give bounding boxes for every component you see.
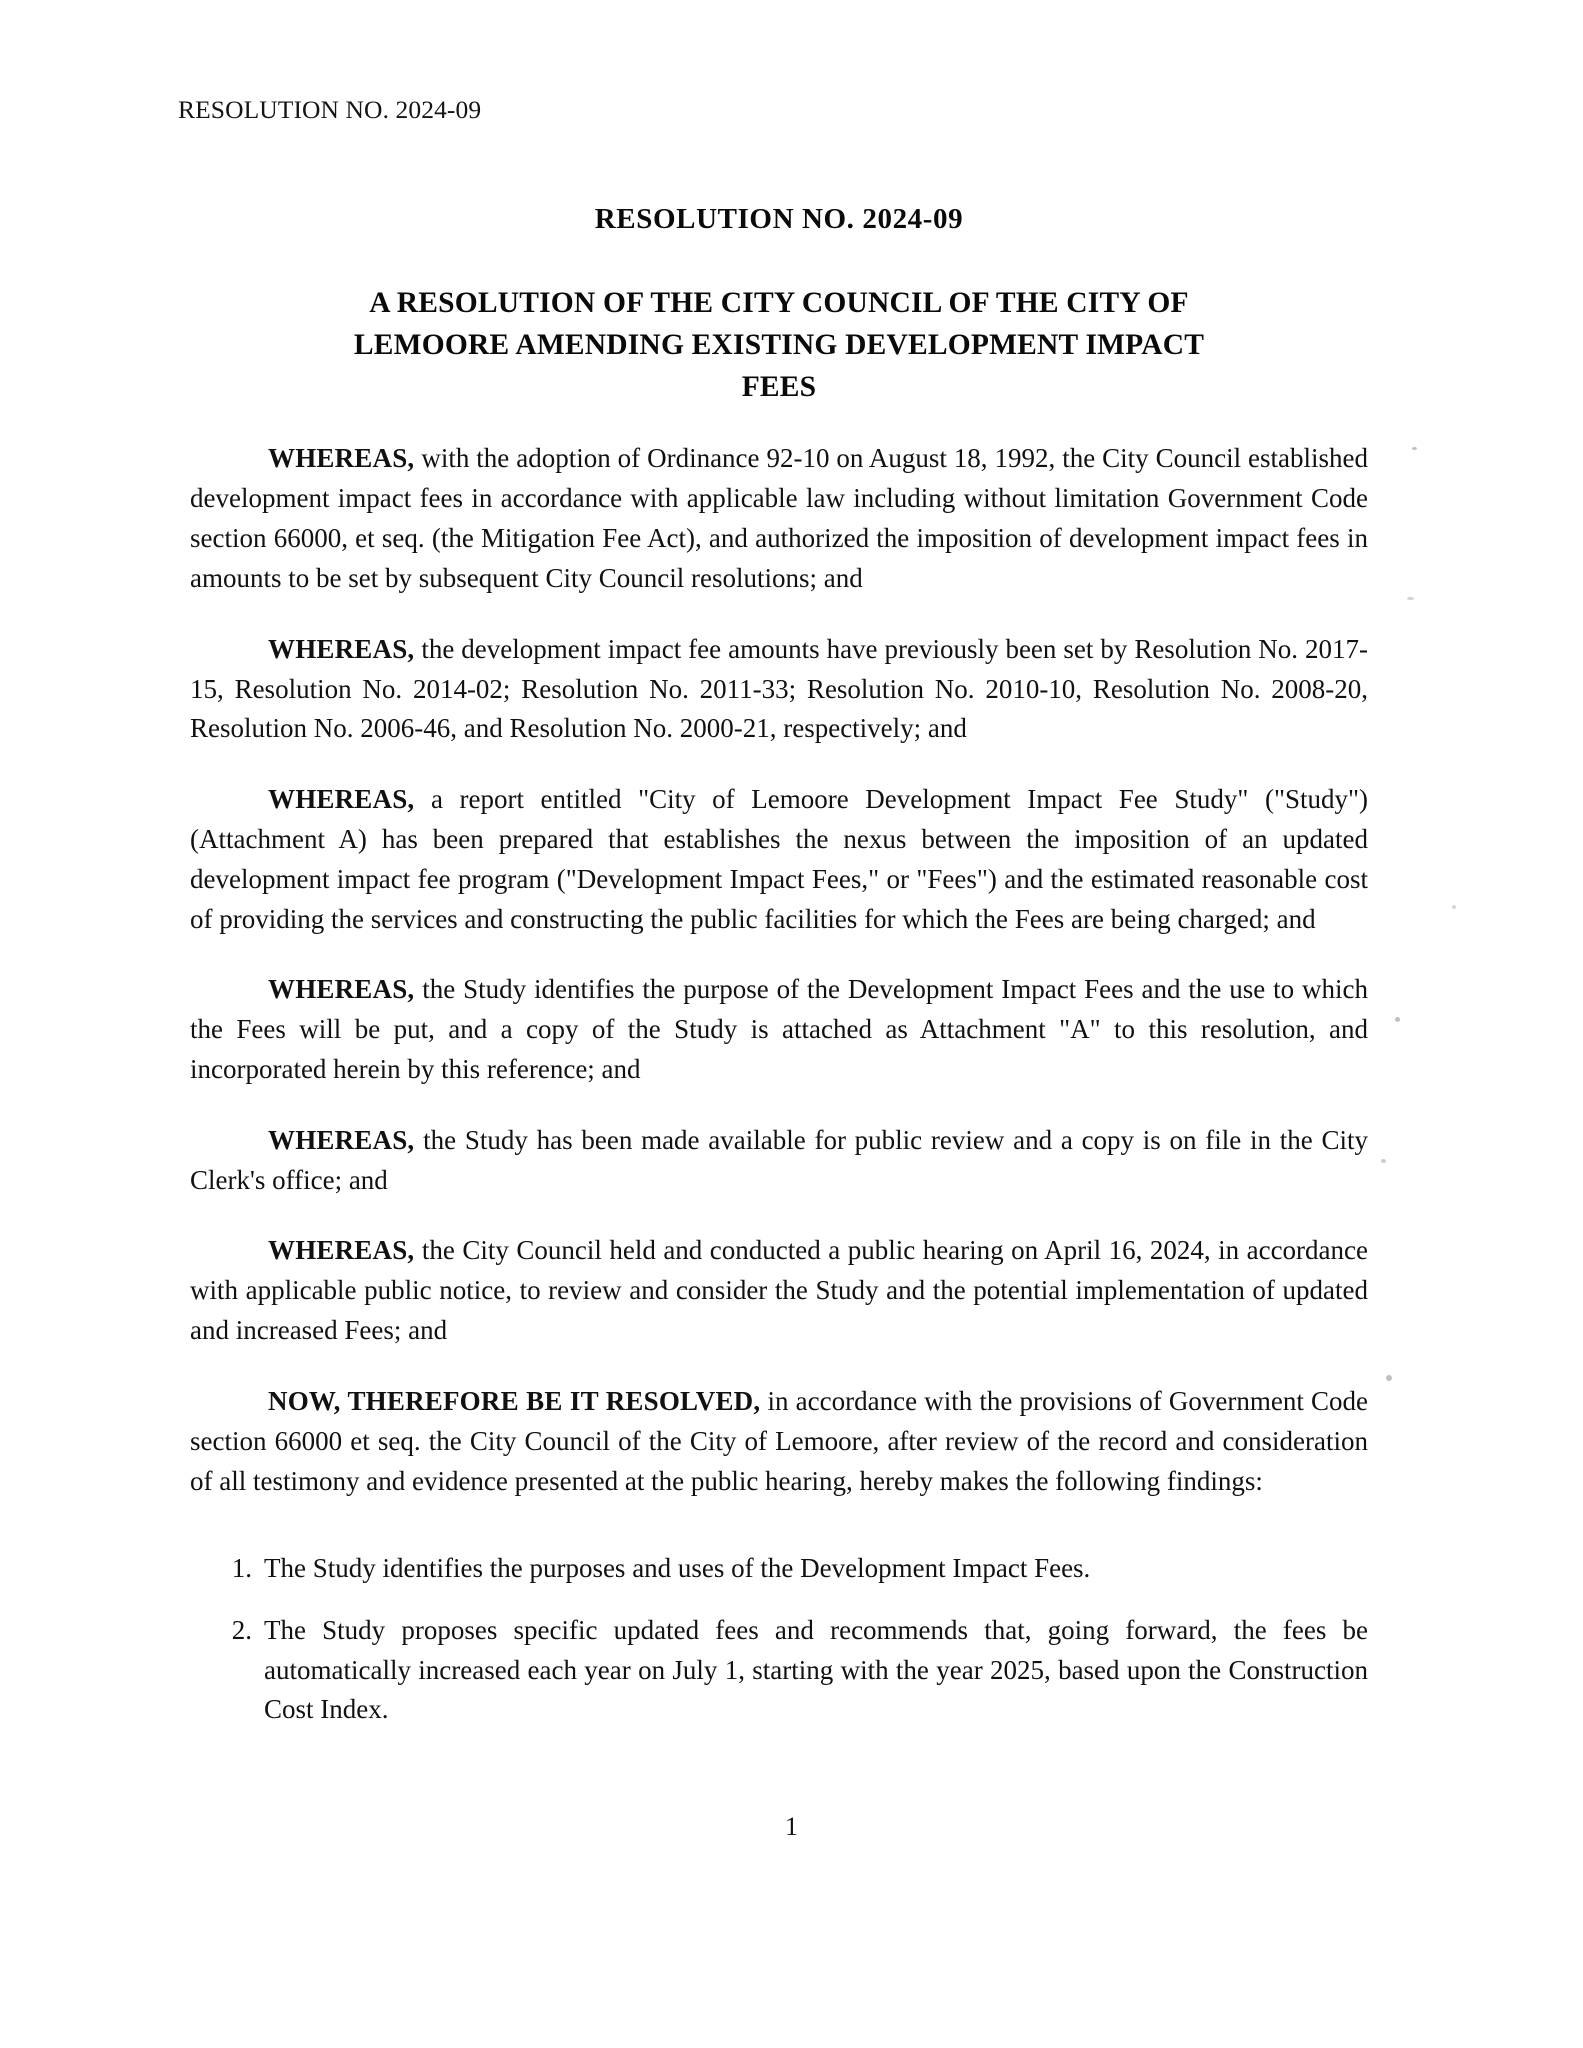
whereas-lead: WHEREAS, [268,1124,415,1155]
list-item-number: 2. [231,1615,252,1646]
scan-speckle [1386,1375,1392,1381]
resolved-lead: NOW, THEREFORE BE IT RESOLVED, [268,1385,761,1416]
title-block [190,200,1368,408]
running-header: RESOLUTION NO. 2024-09 [178,95,482,124]
whereas-text: a report entitled "City of Lemoore Development Impact Fee Study" ("Study") (Attachment A) has been prepared that establishes the nexus between the imposition of an updated development impact fee program ("Development Impact Fees," or "Fees") and the estimated reasonable cost of providing the services and constructing the public facilities for which the Fees are being charged; and [190,784,1368,934]
whereas-text: the development impact fee amounts have previously been set by Resolution No. 2017-15, Resolution No. 2014-02; Resolution No. 2011-33; Resolution No. 2010-10, Resolution No. 2008-20, Resolution No. 2006-46, and Resolution No. 2000-21, respectively; and [190,633,1368,744]
whereas-text: with the adoption of Ordinance 92-10 on August 18, 1992, the City Council established development impact fees in accordance with applicable law including without limitation Government Code section 66000, et seq. (the Mitigation Fee Act), and authorized the imposition of development impact fees in amounts to be set by subsequent City Council resolutions; and [190,443,1368,593]
whereas-paragraph-4 [190,939,1368,1089]
title-line-3: FEES [741,370,817,403]
scan-speckle [1381,1159,1386,1163]
list-item-text: The Study proposes specific updated fees and recommends that, going forward, the fees be automatically increased each year on July 1, starting with the year 2025, based upon the Construction Cost Index. [264,1615,1368,1725]
list-item-text: The Study identifies the purposes and uses of the Development Impact Fees. [264,1553,1091,1584]
whereas-paragraph-5 [190,1090,1368,1201]
resolution-subject-title [190,283,1368,409]
whereas-text: the City Council held and conducted a public hearing on April 16, 2024, in accordance with applicable public notice, to review and consider the Study and the potential implementation of updated and increased Fees; and [190,1235,1368,1346]
whereas-paragraph-3 [190,749,1368,939]
scan-speckle [1395,1017,1400,1022]
resolved-text: in accordance with the provisions of Government Code section 66000 et seq. the City Council of the City of Lemoore, after review of the record and consideration of all testimony and evidence presented at the public hearing, hereby makes the following findings: [190,1385,1369,1496]
title-line-1: A RESOLUTION OF THE CITY COUNCIL OF THE CITY OF [369,286,1189,319]
now-therefore-paragraph [190,1351,1368,1501]
whereas-paragraph-2 [190,599,1368,749]
page-number: 1 [785,1812,798,1841]
findings-list [190,1527,1368,1730]
scan-speckle [1452,905,1456,909]
title-line-2: LEMOORE AMENDING EXISTING DEVELOPMENT IMPACT [353,328,1205,361]
document-body [190,200,1368,1730]
resolution-number-title: RESOLUTION NO. 2024-09 [594,203,964,235]
whereas-lead: WHEREAS, [268,1235,415,1266]
whereas-lead: WHEREAS, [268,974,415,1005]
whereas-text: the Study identifies the purpose of the Development Impact Fees and the use to which the Fees will be put, and a copy of the Study is attached as Attachment "A" to this resolution, and incorporated herein by this reference; and [190,974,1368,1085]
whereas-lead: WHEREAS, [268,633,415,664]
scan-speckle [1412,447,1417,450]
whereas-paragraph-6 [190,1200,1368,1350]
whereas-paragraph-1 [190,408,1368,598]
whereas-lead: WHEREAS, [268,443,415,474]
scan-speckle [1407,597,1414,600]
list-item [190,1589,1368,1730]
whereas-lead: WHEREAS, [268,784,415,815]
whereas-text: the Study has been made available for public review and a copy is on file in the City Clerk's office; and [190,1124,1368,1195]
list-item [190,1527,1368,1589]
list-item-number: 1. [231,1553,252,1584]
